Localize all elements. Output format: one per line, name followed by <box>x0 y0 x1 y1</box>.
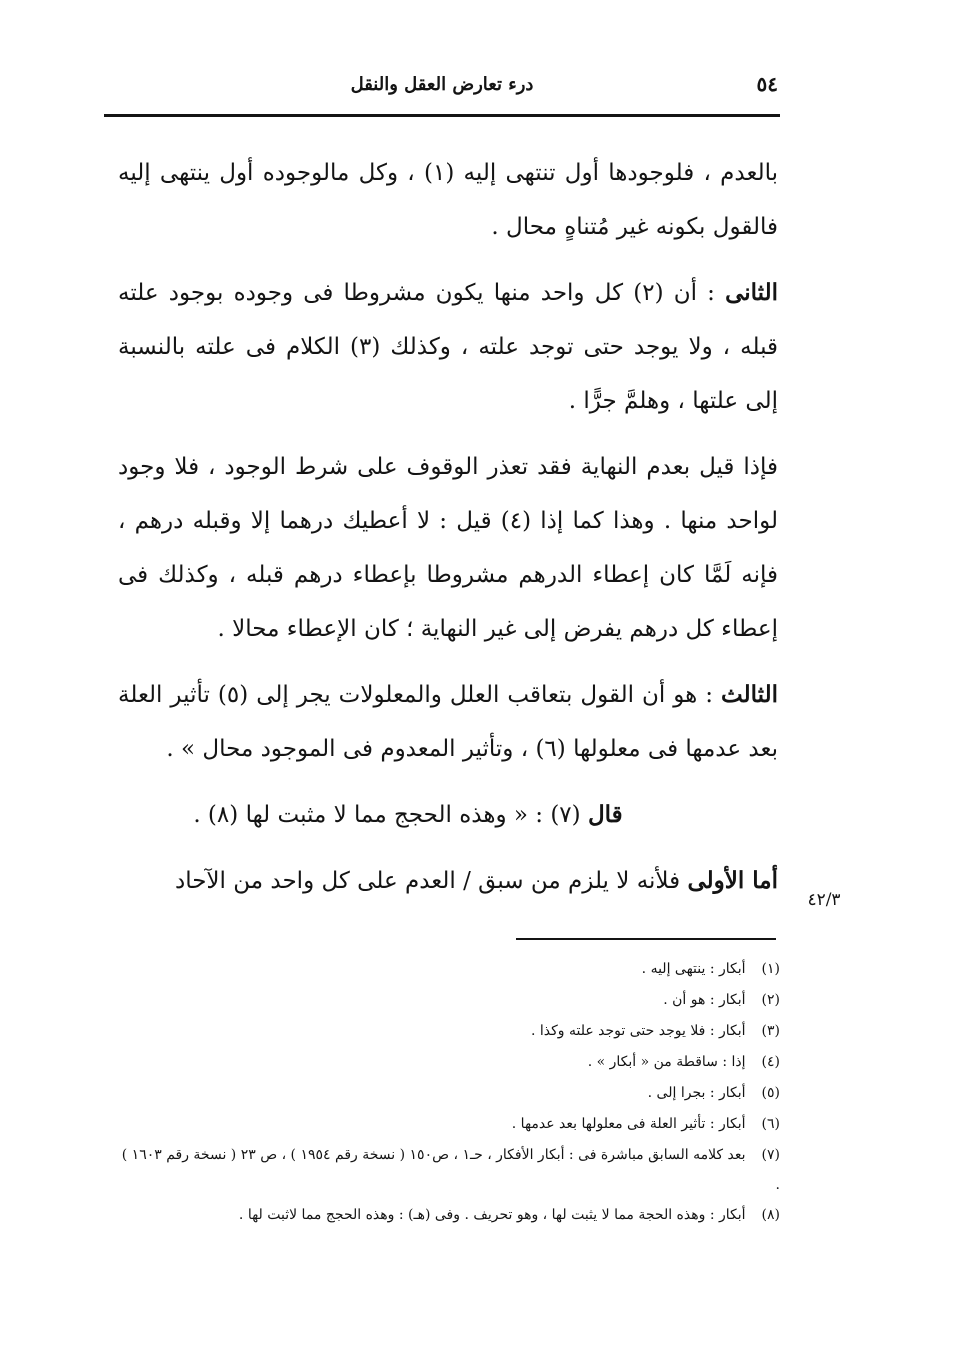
footnote <box>120 1200 780 1231</box>
margin-reference: ٤٢/٣ <box>807 890 841 910</box>
footnote-text: أبكار : هو أن . <box>663 992 746 1008</box>
footnote <box>120 1078 780 1109</box>
footnote-text: أبكار : فلا يوجد حتى توجد علته وكذا . <box>530 1023 746 1039</box>
footnote-text: إذا : ساقطة من « أبكار » . <box>587 1054 746 1070</box>
footnote-number: (٢) <box>761 992 780 1008</box>
continuing-line <box>118 854 778 908</box>
footnote-divider <box>516 938 776 940</box>
paragraph-text: : هو أن القول بتعاقب العلل والمعلولات يجر إلى (٥) تأثير العلة بعد عدمها فى معلولها (٦) ، وتأثير المعدوم فى الموجود محال » . <box>118 682 778 762</box>
footnote-text: أبكار : بجرا إلى . <box>647 1085 746 1101</box>
continuing-keyword: أما الأولى <box>687 867 778 894</box>
footnote <box>120 985 780 1016</box>
paragraph-text: بالعدم ، فلوجودها أول تنتهى إليه (١) ، وكل مالوجوده أول ينتهى إليه فالقول بكونه غير مُتناهٍ محال . <box>118 160 778 240</box>
continuing-text: فلأنه لا يلزم من سبق / العدم على كل واحد من الآحاد <box>174 868 688 894</box>
footnote-text: أبكار : وهذه الحجة مما لا يثبت لها ، وهو تحريف . وفى (هـ) : وهذه الحجج مما لاثبت لها . <box>238 1207 746 1223</box>
paragraph <box>118 146 778 254</box>
paragraph-text: فإذا قيل بعدم النهاية فقد تعذر الوقوف على شرط الوجود ، فلا وجود لواحد منها . وهذا كما إذا (٤) قيل : لا أعطيك درهما إلا وقبله درهم ، فإنه لَمَّا كان إعطاء الدرهم مشروطا بإعطاء درهم قبله ، وكذلك فى إعطاء كل درهم يفرض إلى غير النهاية ؛ كان الإعطاء محالا . <box>118 454 778 642</box>
footnote <box>120 1047 780 1078</box>
paragraph <box>118 668 778 776</box>
quote-keyword: قال <box>587 801 623 828</box>
paragraph-keyword: الثالث <box>721 681 778 708</box>
paragraph-text: : أن (٢) كل واحد منها يكون مشروطا فى وجوده بوجود علته قبله ، ولا يوجد حتى توجد علته ، وكذلك (٣) الكلام فى علته بالنسبة إلى علتها ، وهلمَّ جرًّا . <box>118 280 779 414</box>
page-header <box>104 66 780 106</box>
footnote-number: (٥) <box>761 1085 780 1101</box>
footnote-number: (٦) <box>761 1116 780 1132</box>
footnote-number: (٤) <box>761 1054 780 1070</box>
header-divider <box>104 114 780 117</box>
footnote <box>120 1016 780 1047</box>
footnote <box>120 954 780 985</box>
paragraph <box>118 440 778 656</box>
main-text <box>118 146 778 920</box>
footnote-number: (٨) <box>761 1207 780 1223</box>
paragraph-keyword: الثانى <box>725 279 778 306</box>
footnote-text: بعد كلامه السابق مباشرة فى : أبكار الأفكار ، حـ١ ، ص١٥٠ ( نسخة رقم ١٩٥٤ ) ، ص ٢٣ ( نسخة رقم ١٦٠٣ ) . <box>121 1147 780 1193</box>
paragraph <box>118 266 778 428</box>
footnote-number: (١) <box>761 961 780 977</box>
footnote-number: (٣) <box>761 1023 780 1039</box>
footnote <box>120 1140 780 1200</box>
footnote-text: أبكار : ينتهى إليه . <box>641 961 746 977</box>
quote-line <box>118 788 778 842</box>
quote-text: (٧) : « وهذه الحجج مما لا مثبت لها (٨) . <box>193 802 588 828</box>
footnote-number: (٧) <box>761 1147 780 1163</box>
footnote <box>120 1109 780 1140</box>
footnote-text: أبكار : تأثير العلة فى معلولها بعد عدمها . <box>511 1116 746 1132</box>
footnotes <box>120 954 780 1231</box>
running-title: درء تعارض العقل والنقل <box>350 74 534 95</box>
page-number: ٥٤ <box>756 72 778 96</box>
